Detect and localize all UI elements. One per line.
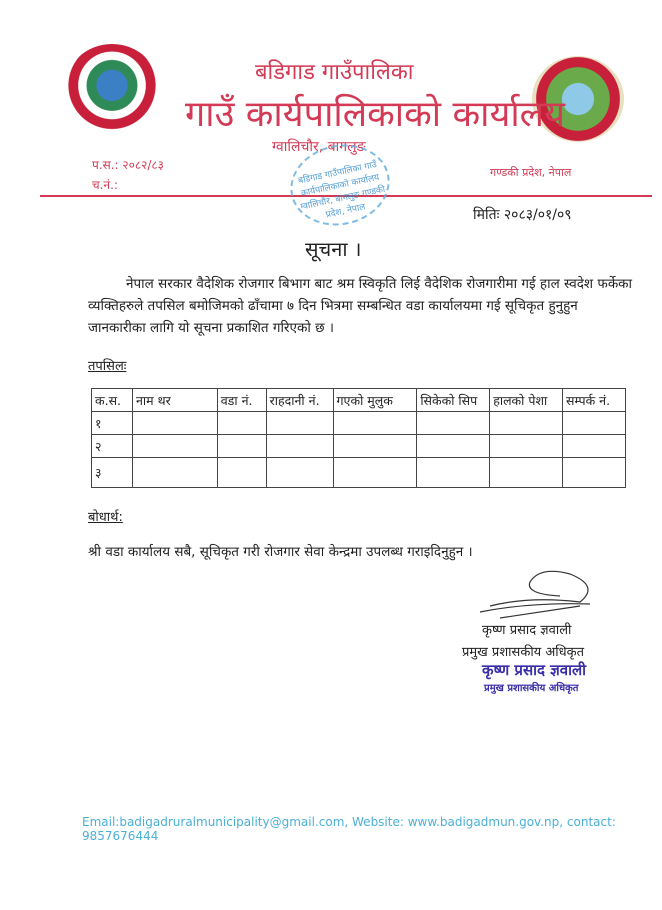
col-header: गएको मुलुक bbox=[333, 389, 417, 412]
row-number: ३ bbox=[92, 458, 133, 488]
footer-phone: : 9857676444 bbox=[82, 815, 616, 843]
cc-label: बोधार्थ: bbox=[88, 510, 123, 525]
website-link[interactable]: www.badigadmun.gov.np, contact bbox=[407, 815, 612, 829]
dispatch-number: च.नं.: bbox=[92, 178, 118, 192]
signatory-name: कृष्ण प्रसाद ज्ञवाली bbox=[482, 623, 572, 638]
nepal-government-emblem bbox=[64, 44, 160, 136]
col-header: क.स. bbox=[92, 389, 133, 412]
name-stamp: कृष्ण प्रसाद ज्ञवाली bbox=[482, 661, 587, 679]
notice-body: नेपाल सरकार वैदेशिक रोजगार बिभाग बाट श्रम स्विकृति लिई वैदेशिक रोजगारीमा गई हाल स्वदेश फर्केका व्यक्तिहरुले तपसिल बमोजिमको ढाँचामा ७ दिन भित्रमा सम्बन्धित वडा कार्यालयमा गई सूचिकृत हुनुहुन जानकारीका लागि यो सूचना प्रकाशित गरिएको छ । bbox=[88, 276, 633, 336]
details-table bbox=[91, 388, 626, 488]
office-address: ग्वालिचौर, बागलुङ bbox=[272, 139, 366, 155]
municipality-name: बडिगाड गाउँपालिका bbox=[255, 60, 414, 85]
table-header-row bbox=[92, 389, 626, 412]
table-row bbox=[92, 435, 626, 458]
notice-title: सूचना । bbox=[305, 237, 362, 261]
details-label: तपसिलः bbox=[88, 359, 127, 374]
col-header: वडा नं. bbox=[217, 389, 266, 412]
role-stamp: प्रमुख प्रशासकीय अधिकृत bbox=[484, 683, 579, 694]
signatory-role: प्रमुख प्रशासकीय अधिकृत bbox=[462, 645, 585, 660]
col-header: नाम थर bbox=[132, 389, 217, 412]
row-number: १ bbox=[92, 412, 133, 435]
office-stamp: बडिगाड गाउँपालिका गाउँ कार्यपालिकाको कार्यालय ग्वालिचौर, बागलुङ गण्डकी प्रदेश, नेपाल bbox=[283, 135, 397, 234]
footer-contact bbox=[82, 815, 662, 843]
col-header: राहदानी नं. bbox=[266, 389, 333, 412]
row-number: २ bbox=[92, 435, 133, 458]
table-row bbox=[92, 412, 626, 435]
reference-number: प.स.: २०८२/८३ bbox=[92, 158, 164, 172]
table-row bbox=[92, 458, 626, 488]
col-header: हालको पेशा bbox=[490, 389, 563, 412]
date: मितिः २०८३/०१/०९ bbox=[473, 207, 572, 223]
col-header: सम्पर्क नं. bbox=[563, 389, 626, 412]
cc-text: श्री वडा कार्यालय सबै, सूचिकृत गरी रोजगार सेवा केन्द्रमा उपलब्ध गराइदिनुहुन । bbox=[88, 544, 473, 560]
footer-email: Email:badigadruralmunicipality@gmail.com, Website: bbox=[82, 815, 408, 829]
office-name: गाउँ कार्यपालिकाको कार्यालय bbox=[185, 94, 565, 135]
signature bbox=[470, 566, 600, 622]
province: गण्डकी प्रदेश, नेपाल bbox=[490, 166, 572, 179]
col-header: सिकेको सिप bbox=[417, 389, 490, 412]
